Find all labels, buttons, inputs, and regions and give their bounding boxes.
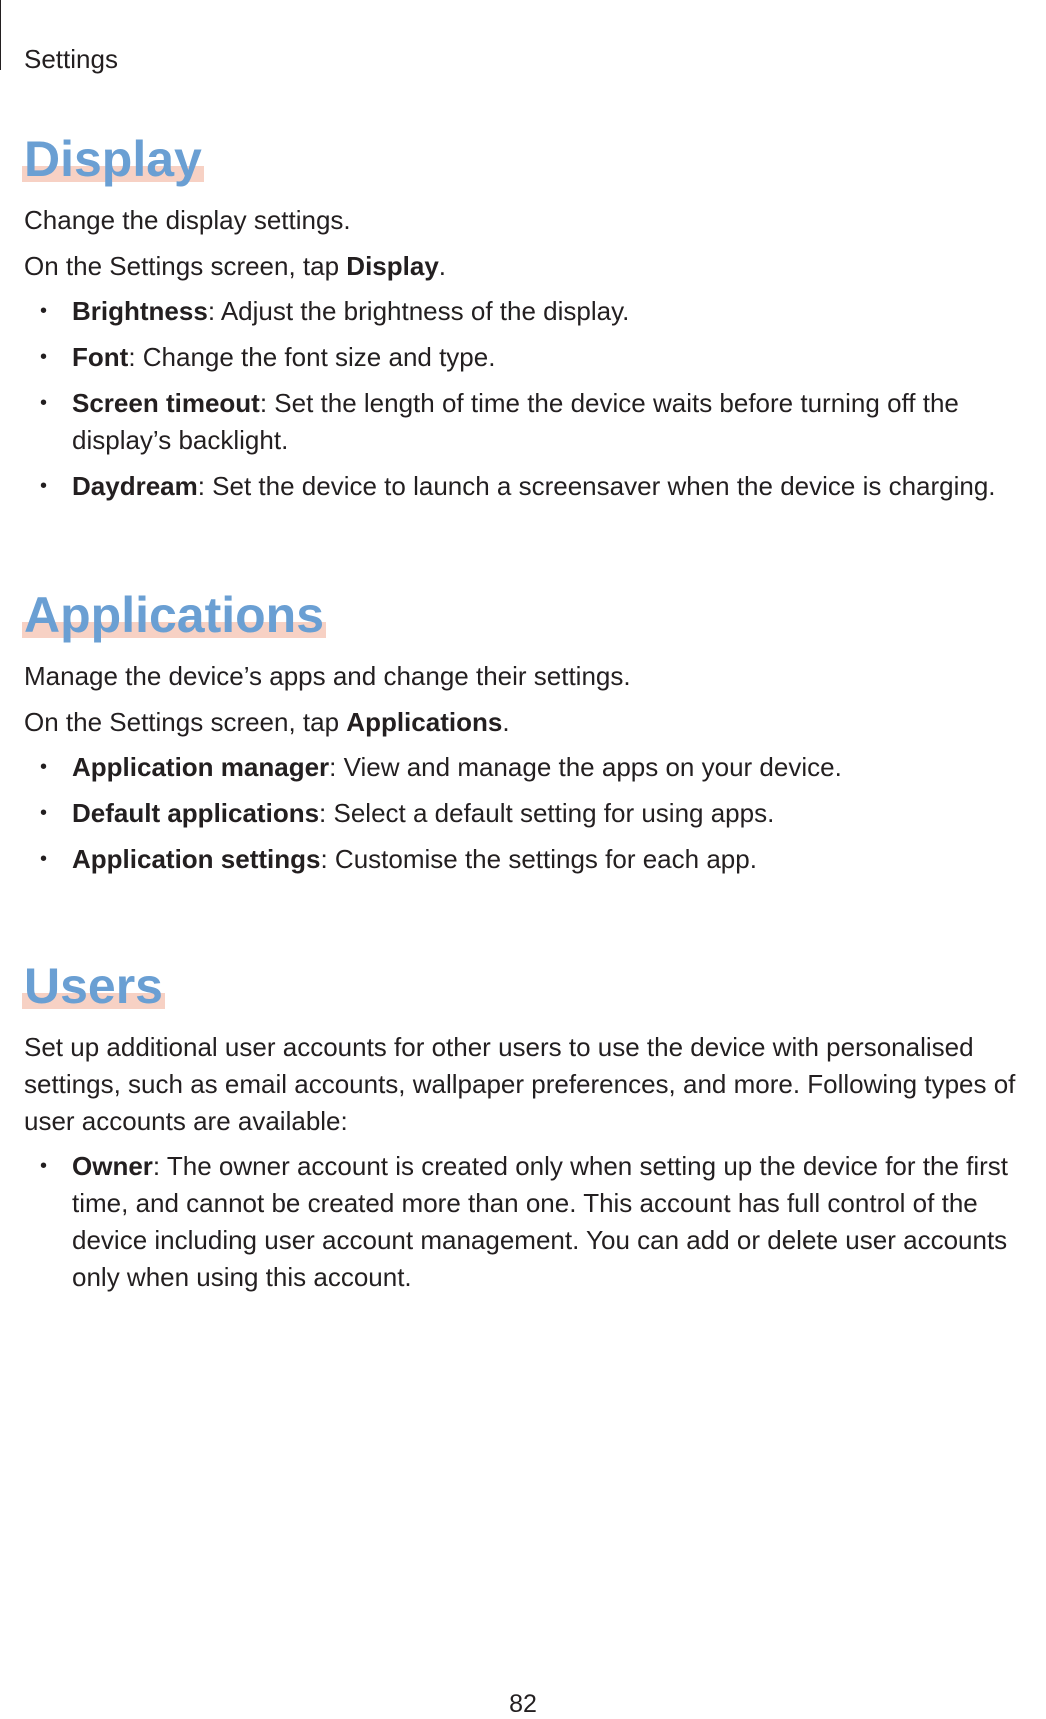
running-header: Settings — [24, 44, 118, 74]
bullet-icon: • — [40, 848, 48, 870]
list-item — [24, 339, 1034, 376]
list-item — [24, 841, 1034, 878]
section-title-users: Users — [24, 958, 163, 1014]
list-item — [24, 795, 1034, 832]
users-intro: Set up additional user accounts for other users to use the device with personalised settings, such as email accounts, wallpaper preferences, and more. Following types of user accounts are available: — [24, 1032, 1016, 1136]
bullet-icon: • — [40, 392, 48, 414]
option-description: : Change the font size and type. — [128, 342, 496, 372]
option-description: : View and manage the apps on your device. — [329, 752, 842, 782]
bullet-icon: • — [40, 1155, 48, 1177]
list-item — [24, 749, 1034, 786]
corner-rule — [0, 0, 1, 70]
page-number: 82 — [509, 1690, 537, 1718]
option-description: : Customise the settings for each app. — [320, 844, 757, 874]
list-item — [24, 468, 1034, 505]
option-term: Brightness — [72, 296, 208, 326]
bullet-icon: • — [40, 346, 48, 368]
users-types-list — [24, 1148, 1034, 1296]
section-title-applications: Applications — [24, 587, 325, 643]
display-options-list — [24, 293, 1034, 505]
applications-options-list — [24, 749, 1034, 878]
list-item — [24, 385, 1034, 459]
option-term: Daydream — [72, 471, 198, 501]
applications-tap-target: Applications — [346, 707, 503, 737]
display-tap-instruction: On the Settings screen, tap Display. — [24, 251, 447, 281]
option-term: Font — [72, 342, 129, 372]
display-section — [24, 131, 1034, 514]
list-item — [24, 1148, 1034, 1296]
option-term: Owner — [72, 1151, 153, 1181]
option-description: : Select a default setting for using apps. — [319, 798, 775, 828]
bullet-icon: • — [40, 756, 48, 778]
option-term: Screen timeout — [72, 388, 260, 418]
option-description: : Set the device to launch a screensaver when the device is charging. — [197, 471, 996, 501]
users-section — [24, 958, 1034, 1305]
applications-intro: Manage the device’s apps and change their settings. — [24, 661, 631, 691]
bullet-icon: • — [40, 802, 48, 824]
option-term: Application manager — [72, 752, 330, 782]
option-description: : Adjust the brightness of the display. — [207, 296, 630, 326]
option-term: Default applications — [72, 798, 320, 828]
option-description: : The owner account is created only when setting up the device for the first time, and cannot be created more than one. This account has full control of the device including user account management. You can add or delete user accounts only when using this account. — [72, 1151, 1009, 1292]
display-tap-target: Display — [346, 251, 439, 281]
applications-tap-instruction: On the Settings screen, tap Applications. — [24, 707, 510, 737]
bullet-icon: • — [40, 300, 48, 322]
option-term: Application settings — [72, 844, 321, 874]
applications-section — [24, 587, 1034, 887]
option-description: : Set the length of time the device waits before turning off the display’s backlight. — [72, 388, 959, 455]
display-intro: Change the display settings. — [24, 205, 351, 235]
section-title-display: Display — [24, 131, 202, 187]
bullet-icon: • — [40, 475, 48, 497]
list-item — [24, 293, 1034, 330]
